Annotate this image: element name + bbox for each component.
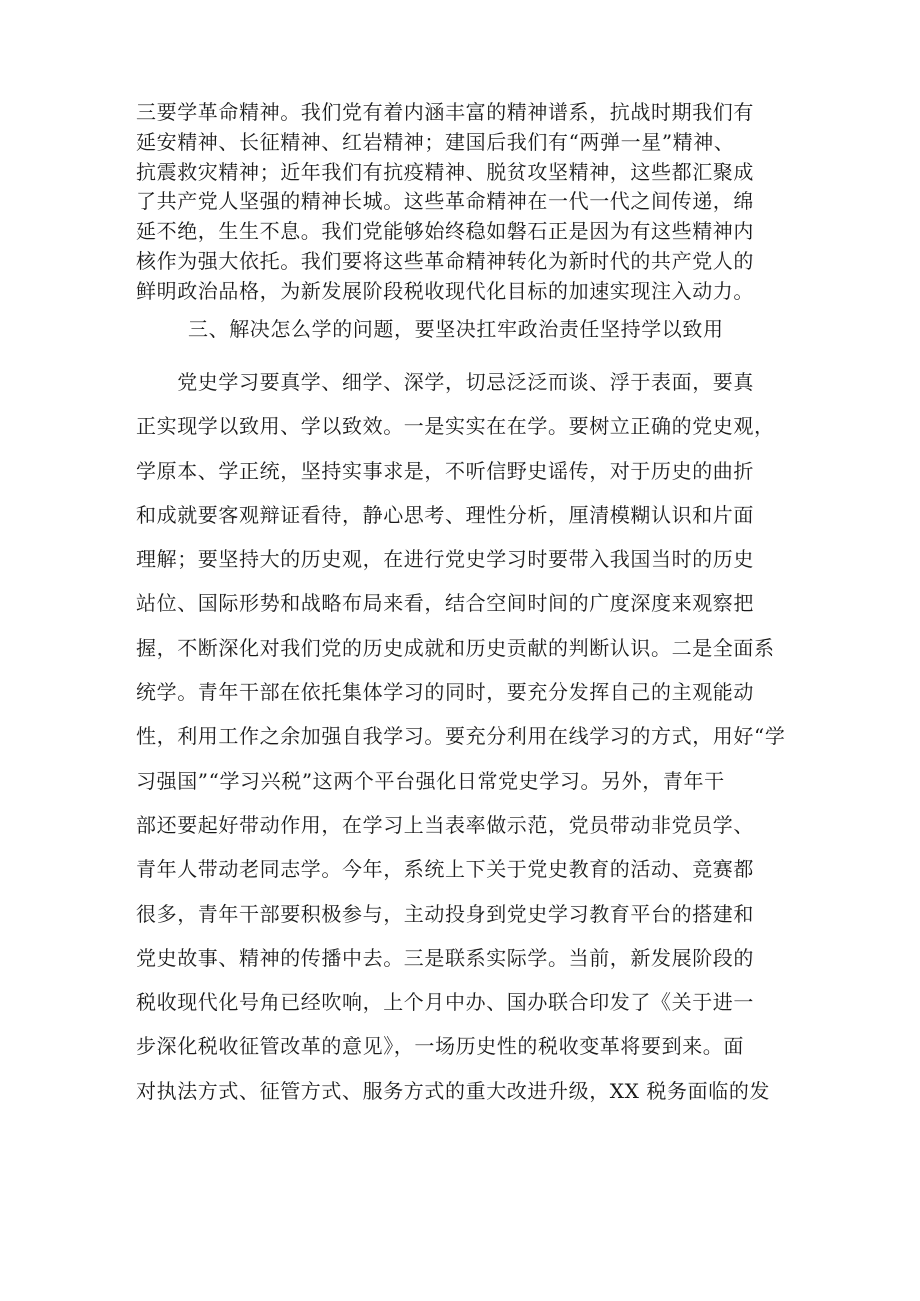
text-line: 税收现代化号角已经吹响，上个月中办、国办联合印发了《关于进一 <box>136 990 754 1015</box>
text-line: 习强国”“学习兴税”这两个平台强化日常党史学习。另外，青年干 <box>136 768 725 793</box>
text-line: 党史学习要真学、细学、深学，切忌泛泛而谈、浮于表面，要真 <box>136 370 754 394</box>
text-line: 部还要起好带动作用，在学习上当表率做示范，党员带动非党员学、 <box>136 812 754 837</box>
text-line: 和成就要客观辩证看待，静心思考、理性分析，厘清模糊认识和片面 <box>136 502 754 527</box>
text-line: 了共产党人坚强的精神长城。这些革命精神在一代一代之间传递，绵 <box>136 189 754 214</box>
text-line: 站位、国际形势和战略布局来看，结合空间时间的广度深度来观察把 <box>136 591 754 616</box>
text-line: 统学。青年干部在依托集体学习的同时，要充分发挥自己的主观能动 <box>136 680 754 705</box>
text-line: 青年人带动老同志学。今年，系统上下关于党史教育的活动、竞赛都 <box>136 857 754 882</box>
text-line: 三要学革命精神。我们党有着内涵丰富的精神谱系，抗战时期我们有 <box>136 100 754 124</box>
text-line: 性，利用工作之余加强自我学习。要充分利用在线学习的方式，用好“学 <box>136 724 786 749</box>
text-line: 延安精神、长征精神、红岩精神；建国后我们有“两弹一星”精神、 <box>136 129 735 154</box>
text-line: 很多，青年干部要积极参与，主动投身到党史学习教育平台的搭建和 <box>136 901 754 926</box>
section-heading: 三、解决怎么学的问题，要坚决扛牢政治责任坚持学以致用 <box>188 317 724 341</box>
text-line: 学原本、学正统，坚持实事求是，不听信野史谣传，对于历史的曲折 <box>136 458 754 483</box>
text-line: 核作为强大依托。我们要将这些革命精神转化为新时代的共产党人的 <box>136 248 754 273</box>
text-line: 党史故事、精神的传播中去。三是联系实际学。当前，新发展阶段的 <box>136 945 754 970</box>
text-line: 鲜明政治品格，为新发展阶段税收现代化目标的加速实现注入动力。 <box>136 278 754 303</box>
text-line: 步深化税收征管改革的意见》，一场历史性的税收变革将要到来。面 <box>136 1034 744 1059</box>
text-line: 延不绝，生生不息。我们党能够始终稳如磐石正是因为有这些精神内 <box>136 219 754 244</box>
text-line: 正实现学以致用、学以致效。一是实实在在学。要树立正确的党史观， <box>136 414 775 439</box>
text-line: 对执法方式、征管方式、服务方式的重大改进升级，XX 税务面临的发 <box>136 1078 771 1103</box>
text-line: 抗震救灾精神；近年我们有抗疫精神、脱贫攻坚精神，这些都汇聚成 <box>136 159 754 184</box>
text-line: 理解；要坚持大的历史观，在进行党史学习时要带入我国当时的历史 <box>136 547 754 572</box>
text-line: 握，不断深化对我们党的历史成就和历史贡献的判断认识。二是全面系 <box>136 635 775 660</box>
paragraph-revolutionary-spirit <box>136 98 796 307</box>
paragraph-how-to-learn <box>136 360 796 1113</box>
